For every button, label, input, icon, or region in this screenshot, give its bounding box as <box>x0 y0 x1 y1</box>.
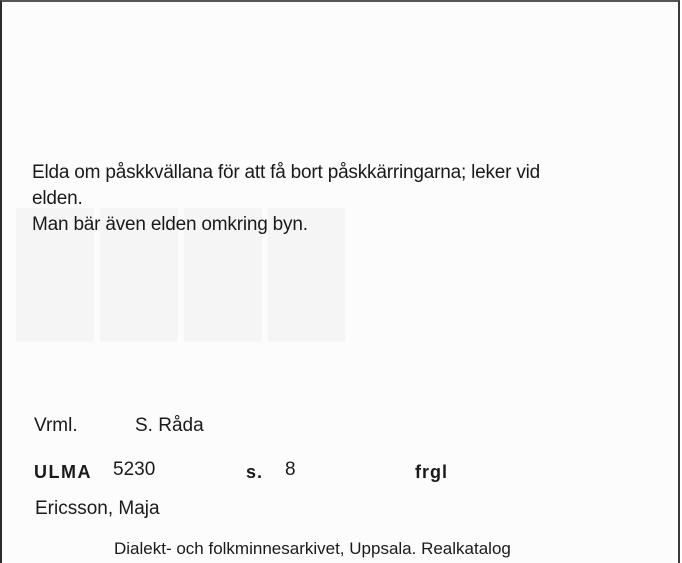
archive-footer: Dialekt- och folkminnesarkivet, Uppsala. Realkatalog <box>114 539 511 558</box>
description-line: Elda om påskkvällana för att få bort påskkärringarna; leker vid <box>32 162 541 183</box>
informant-type: frgl <box>415 462 448 482</box>
page-number: 8 <box>285 459 296 480</box>
archive-number: 5230 <box>113 459 156 480</box>
page-label: s. <box>246 462 264 482</box>
region-label: Vrml. <box>34 415 78 436</box>
description-line: Man bär även elden omkring byn. <box>32 214 308 235</box>
recorder-name: Ericsson, Maja <box>35 498 160 519</box>
place-name: S. Råda <box>135 415 204 436</box>
description <box>32 160 632 238</box>
archive-label: ULMA <box>34 462 92 482</box>
description-line: elden. <box>32 188 83 209</box>
